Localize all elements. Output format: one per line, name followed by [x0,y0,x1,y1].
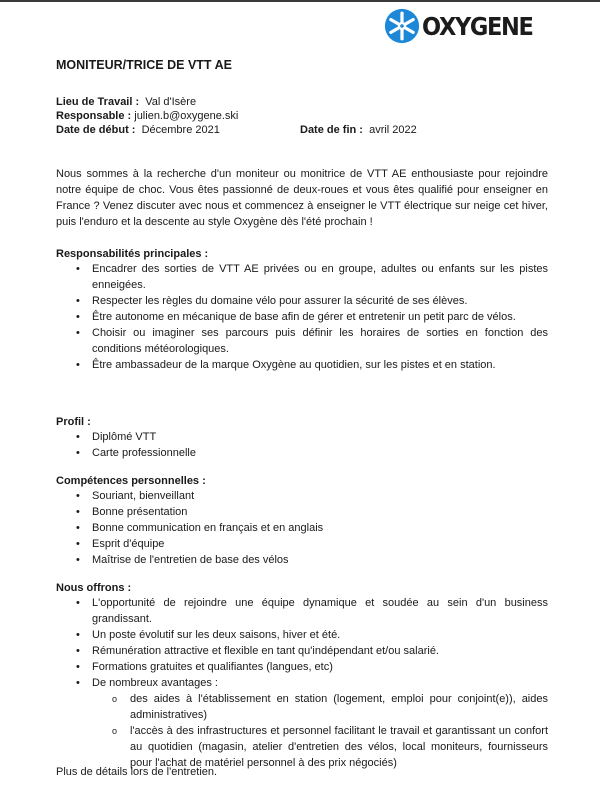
oxygene-logo [384,8,545,44]
start-date-line [56,123,220,137]
work-location-line [56,95,196,109]
snowflake-icon [384,8,420,44]
end-date-label: Date de fin : [300,124,363,136]
responsible-line [56,109,238,123]
offers-heading: Nous offrons : [56,582,132,594]
list-item: • Être autonome en mécanique de base afin de gérer et entretenir un petit parc de vélos. [56,309,548,325]
sub-list-item: o des aides à l'établissement en station (logement, emploi pour conjoint(e)), aides administratives) [92,691,548,723]
responsibilities-list [56,261,548,373]
intro-paragraph: Nous sommes à la recherche d'un moniteur ou monitrice de VTT AE enthousiaste pour rejoindre notre équipe de choc. Vous êtes passionné de deux-roues et vous êtes qualifié pour enseigner en France ? Venez discuter avec nous et commencez à enseigner le VTT électrique sur neige cet hiver, puis l'enduro et la descente au style Oxygène dès l'été prochain ! [56,168,548,228]
responsibilities-heading: Responsabilités principales : [56,248,209,260]
benefits-sublist [92,691,548,771]
logo-text: OXYGENE [422,11,533,41]
list-item: • Rémunération attractive et flexible en tant qu'indépendant et/ou salarié. [56,643,548,659]
list-item: • Carte professionnelle [56,445,548,461]
responsible-email: julien.b@oxygene.ski [134,110,239,122]
start-date-label: Date de début : [56,124,136,136]
sub-list-item: o l'accès à des infrastructures et personnel facilitant le travail et garantissant un confort au quotidien (magasin, atelier d'entretien des vélos, local moniteurs, fournisseurs pour l'achat de matériel personnel à des prix négociés) [92,723,548,771]
list-item: • Encadrer des sorties de VTT AE privées ou en groupe, adultes ou enfants sur les pistes enneigées. [56,261,548,293]
list-item: • Choisir ou imaginer ses parcours puis définir les horaires de sorties en fonction des conditions météorologiques. [56,325,548,357]
list-item: • Respecter les règles du domaine vélo pour assurer la sécurité de ses élèves. [56,293,548,309]
list-item: • Maîtrise de l'entretien de base des vélos [56,552,548,568]
list-item: • Bonne communication en français et en anglais [56,520,548,536]
end-date-line [300,123,417,137]
list-item: • Diplômé VTT [56,429,548,445]
list-item: • Un poste évolutif sur les deux saisons, hiver et été. [56,627,548,643]
skills-heading: Compétences personnelles : [56,475,206,487]
offers-list [56,595,548,771]
start-date-value: Décembre 2021 [141,124,220,136]
list-item: • Souriant, bienveillant [56,488,548,504]
profile-heading: Profil : [56,416,91,428]
work-location-value: Val d'Isère [145,96,197,108]
list-item: • Formations gratuites et qualifiantes (langues, etc) [56,659,548,675]
page-top-border [0,0,600,2]
work-location-label: Lieu de Travail : [56,96,140,108]
skills-list [56,488,548,568]
benefits-intro: De nombreux avantages : [92,677,218,689]
list-item [56,675,548,771]
list-item: • Bonne présentation [56,504,548,520]
end-date-value: avril 2022 [369,124,417,136]
profile-list [56,429,548,461]
responsible-label: Responsable : [56,110,132,122]
list-item: • Esprit d'équipe [56,536,548,552]
list-item: • L'opportunité de rejoindre une équipe dynamique et soudée au sein d'un business grandissant. [56,595,548,627]
job-title: MONITEUR/TRICE DE VTT AE [56,58,232,72]
footer-note: Plus de détails lors de l'entretien. [56,766,218,778]
list-item: • Être ambassadeur de la marque Oxygène au quotidien, sur les pistes et en station. [56,357,548,373]
